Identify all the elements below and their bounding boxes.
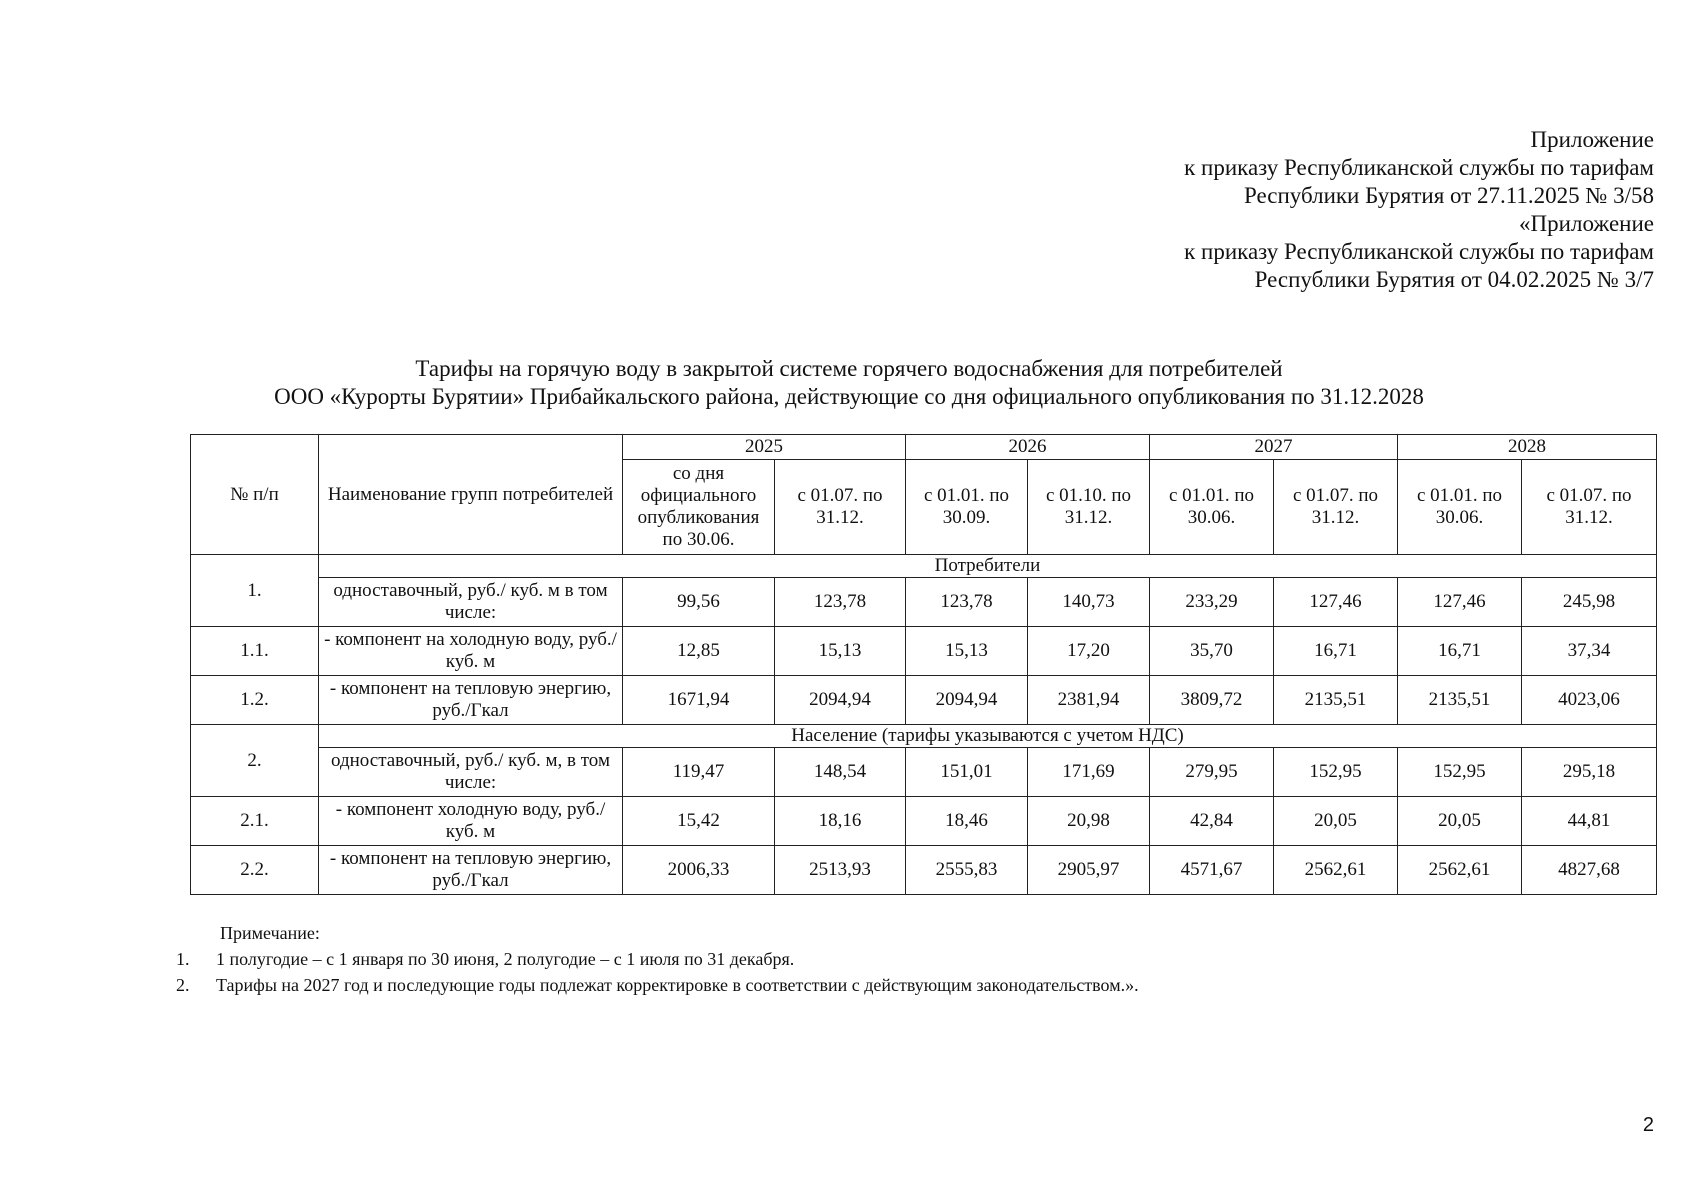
value-cell: 15,42 [623, 797, 775, 846]
value-cell: 44,81 [1522, 797, 1657, 846]
tariff-table [190, 434, 1657, 895]
table-row [191, 797, 1657, 846]
row-number: 1.2. [191, 676, 319, 725]
note-item [176, 972, 1139, 998]
value-cell: 127,46 [1398, 578, 1522, 627]
table-row [191, 846, 1657, 895]
row-name: одноставочный, руб./ куб. м в том числе: [319, 578, 623, 627]
year-header: 2025 [623, 435, 906, 460]
value-cell: 152,95 [1398, 748, 1522, 797]
value-cell: 15,13 [906, 627, 1028, 676]
value-cell: 2094,94 [775, 676, 906, 725]
value-cell: 295,18 [1522, 748, 1657, 797]
row-number: 1.1. [191, 627, 319, 676]
period-header: с 01.01. по 30.06. [1150, 460, 1274, 555]
header-row-years [191, 435, 1657, 460]
value-cell: 233,29 [1150, 578, 1274, 627]
value-cell: 1671,94 [623, 676, 775, 725]
value-cell: 171,69 [1028, 748, 1150, 797]
page-number: 2 [1642, 1114, 1654, 1136]
section-number: 2. [191, 725, 319, 797]
row-name: - компонент на тепловую энергию, руб./Гкал [319, 846, 623, 895]
col-header-num: № п/п [191, 435, 319, 555]
section-title: Потребители [319, 555, 1657, 578]
value-cell: 2135,51 [1274, 676, 1398, 725]
header-line: Приложение [1530, 127, 1654, 152]
note-number: 1. [176, 949, 190, 969]
value-cell: 148,54 [775, 748, 906, 797]
value-cell: 4827,68 [1522, 846, 1657, 895]
year-header: 2028 [1398, 435, 1657, 460]
period-header: с 01.01. по 30.06. [1398, 460, 1522, 555]
value-cell: 42,84 [1150, 797, 1274, 846]
header-line: «Приложение [1519, 211, 1654, 236]
document-title [0, 355, 1698, 411]
value-cell: 35,70 [1150, 627, 1274, 676]
value-cell: 4023,06 [1522, 676, 1657, 725]
section-title: Население (тарифы указываются с учетом НДС) [319, 725, 1657, 748]
period-header: со дня официального опубликования по 30.06. [623, 460, 775, 555]
notes-block [176, 920, 1139, 998]
value-cell: 2562,61 [1398, 846, 1522, 895]
year-header: 2026 [906, 435, 1150, 460]
period-header: с 01.10. по 31.12. [1028, 460, 1150, 555]
value-cell: 3809,72 [1150, 676, 1274, 725]
value-cell: 18,16 [775, 797, 906, 846]
value-cell: 2381,94 [1028, 676, 1150, 725]
value-cell: 123,78 [775, 578, 906, 627]
section-row [191, 555, 1657, 578]
row-name: - компонент на холодную воду, руб./ куб. м [319, 627, 623, 676]
section-row [191, 725, 1657, 748]
value-cell: 2905,97 [1028, 846, 1150, 895]
col-header-name: Наименование групп потребителей [319, 435, 623, 555]
row-name: - компонент холодную воду, руб./ куб. м [319, 797, 623, 846]
value-cell: 2562,61 [1274, 846, 1398, 895]
value-cell: 16,71 [1274, 627, 1398, 676]
value-cell: 17,20 [1028, 627, 1150, 676]
note-text: Тарифы на 2027 год и последующие годы подлежат корректировке в соответствии с действующим законодательством.». [216, 975, 1139, 995]
value-cell: 2513,93 [775, 846, 906, 895]
period-header: с 01.07. по 31.12. [1274, 460, 1398, 555]
value-cell: 12,85 [623, 627, 775, 676]
value-cell: 152,95 [1274, 748, 1398, 797]
value-cell: 20,05 [1398, 797, 1522, 846]
row-name: одноставочный, руб./ куб. м, в том числе: [319, 748, 623, 797]
header-line: Республики Бурятия от 27.11.2025 № 3/58 [1243, 183, 1654, 208]
header-line: к приказу Республиканской службы по тарифам [1184, 239, 1654, 264]
value-cell: 279,95 [1150, 748, 1274, 797]
value-cell: 99,56 [623, 578, 775, 627]
value-cell: 2135,51 [1398, 676, 1522, 725]
value-cell: 151,01 [906, 748, 1028, 797]
value-cell: 20,98 [1028, 797, 1150, 846]
period-header: с 01.01. по 30.09. [906, 460, 1028, 555]
note-item [176, 946, 1139, 972]
table-row [191, 676, 1657, 725]
title-line-2: ООО «Курорты Бурятии» Прибайкальского района, действующие со дня официального опубликования по 31.12.2028 [274, 384, 1424, 409]
table-row [191, 627, 1657, 676]
value-cell: 127,46 [1274, 578, 1398, 627]
value-cell: 2006,33 [623, 846, 775, 895]
row-number: 2.2. [191, 846, 319, 895]
notes-heading: Примечание: [220, 923, 320, 943]
value-cell: 2094,94 [906, 676, 1028, 725]
section-number: 1. [191, 555, 319, 627]
row-name: - компонент на тепловую энергию, руб./Гкал [319, 676, 623, 725]
table-row [191, 748, 1657, 797]
value-cell: 245,98 [1522, 578, 1657, 627]
header-line: Республики Бурятия от 04.02.2025 № 3/7 [1254, 267, 1654, 292]
period-header: с 01.07. по 31.12. [775, 460, 906, 555]
value-cell: 37,34 [1522, 627, 1657, 676]
value-cell: 140,73 [1028, 578, 1150, 627]
value-cell: 20,05 [1274, 797, 1398, 846]
value-cell: 119,47 [623, 748, 775, 797]
value-cell: 4571,67 [1150, 846, 1274, 895]
appendix-header [1184, 126, 1654, 294]
note-text: 1 полугодие – с 1 января по 30 июня, 2 полугодие – с 1 июля по 31 декабря. [216, 949, 795, 969]
year-header: 2027 [1150, 435, 1398, 460]
value-cell: 123,78 [906, 578, 1028, 627]
title-line-1: Тарифы на горячую воду в закрытой системе горячего водоснабжения для потребителей [415, 356, 1283, 381]
value-cell: 16,71 [1398, 627, 1522, 676]
row-number: 2.1. [191, 797, 319, 846]
note-number: 2. [176, 975, 190, 995]
value-cell: 2555,83 [906, 846, 1028, 895]
value-cell: 15,13 [775, 627, 906, 676]
header-line: к приказу Республиканской службы по тарифам [1184, 155, 1654, 180]
table-row [191, 578, 1657, 627]
value-cell: 18,46 [906, 797, 1028, 846]
period-header: с 01.07. по 31.12. [1522, 460, 1657, 555]
